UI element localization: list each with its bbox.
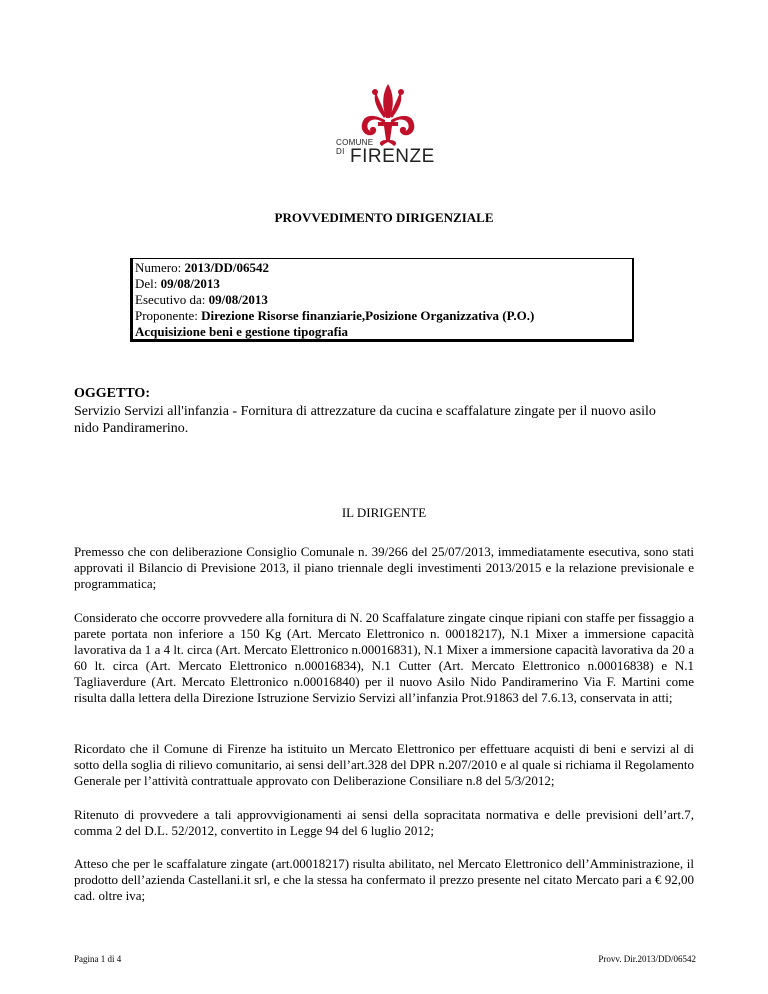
logo-text-firenze: FIRENZE bbox=[350, 146, 435, 167]
proponente-row-2 bbox=[135, 324, 632, 340]
document-title: PROVVEDIMENTO DIRIGENZIALE bbox=[274, 210, 494, 225]
dirigente-heading: IL DIRIGENTE bbox=[341, 505, 427, 520]
esecutivo-value: 09/08/2013 bbox=[208, 292, 268, 307]
esecutivo-label: Esecutivo da: bbox=[135, 292, 206, 307]
proponente-row bbox=[135, 308, 632, 324]
logo-line2: DI bbox=[336, 147, 345, 156]
proponente-value-2: Acquisizione beni e gestione tipografia bbox=[135, 324, 349, 339]
del-label: Del: bbox=[135, 276, 158, 291]
info-box bbox=[130, 258, 634, 342]
numero-row bbox=[135, 260, 632, 276]
paragraph-atteso: Atteso che per le scaffalature zingate (art.00018217) risulta abilitato, nel Mercato Elettronico dell’Amministrazione, il prodotto dell’azienda Castellani.it srl, e che la stessa ha confermato il prezzo presente nel citato Mercato pari a € 92,00 cad. oltre iva; bbox=[74, 856, 694, 903]
footer-reference: Provv. Dir.2013/DD/06542 bbox=[598, 954, 696, 964]
paragraph-premesso: Premesso che con deliberazione Consiglio Comunale n. 39/266 del 25/07/2013, immediatamente esecutiva, sono stati approvati il Bilancio di Previsione 2013, il piano triennale degli investimenti 2013/2015 e la relazione previsionale e programmatica; bbox=[74, 544, 694, 591]
proponente-value: Direzione Risorse finanziarie,Posizione Organizzativa (P.O.) bbox=[201, 308, 535, 323]
logo-line1: COMUNE bbox=[336, 138, 374, 147]
del-row bbox=[135, 276, 632, 292]
oggetto-label: OGGETTO: bbox=[74, 386, 150, 401]
del-value: 09/08/2013 bbox=[160, 276, 220, 291]
paragraph-ricordato: Ricordato che il Comune di Firenze ha istituito un Mercato Elettronico per effettuare acquisti di beni e servizi al di sotto della soglia di rilievo comunitario, ai sensi dell’art.328 del DPR n.207/2010 e al quale si richiama il Regolamento Generale per l’attività contrattuale approvato con Deliberazione Consiliare n.8 del 5/3/2012; bbox=[74, 741, 694, 788]
proponente-label: Proponente: bbox=[135, 308, 198, 323]
florence-lily-icon bbox=[360, 84, 416, 146]
paragraph-considerato: Considerato che occorre provvedere alla fornitura di N. 20 Scaffalature zingate cinque ripiani con staffe per fissaggio a parete portata non inferiore a 150 Kg (Art. Mercato Elettronico n. 00018217), N.1 Mixer a immersione capacità lavorativa da 1 a 4 lt. circa (Art. Mercato Elettronico n.00016831), N.1 Mixer a immersione capacità lavorativa da 20 a 60 lt. circa (Art. Mercato Elettronico n.00016834), N.1 Cutter (Art. Mercato Elettronico n.00016838) e N.1 Tagliaverdure (Art. Mercato Elettronico n.00016840) per il nuovo Asilo Nido Pandiramerino Via F. Martini come risulta dalla lettera della Direzione Istruzione Servizio Servizi all’infanzia Prot.91863 del 7.6.13, conservata in atti; bbox=[74, 610, 694, 705]
esecutivo-row bbox=[135, 292, 632, 308]
comune-firenze-logo bbox=[336, 84, 436, 174]
paragraph-ritenuto: Ritenuto di provvedere a tali approvvigionamenti ai sensi della sopracitata normativa e delle previsioni dell’art.7, comma 2 del D.L. 52/2012, convertito in Legge 94 del 6 luglio 2012; bbox=[74, 807, 694, 838]
footer-page-number: Pagina 1 di 4 bbox=[74, 954, 122, 964]
numero-label: Numero: bbox=[135, 260, 182, 275]
oggetto-text: Servizio Servizi all'infanzia - Fornitura di attrezzature da cucina e scaffalature zingate per il nuovo asilo nido Pandiramerino. bbox=[74, 404, 656, 436]
numero-value: 2013/DD/06542 bbox=[184, 260, 269, 275]
